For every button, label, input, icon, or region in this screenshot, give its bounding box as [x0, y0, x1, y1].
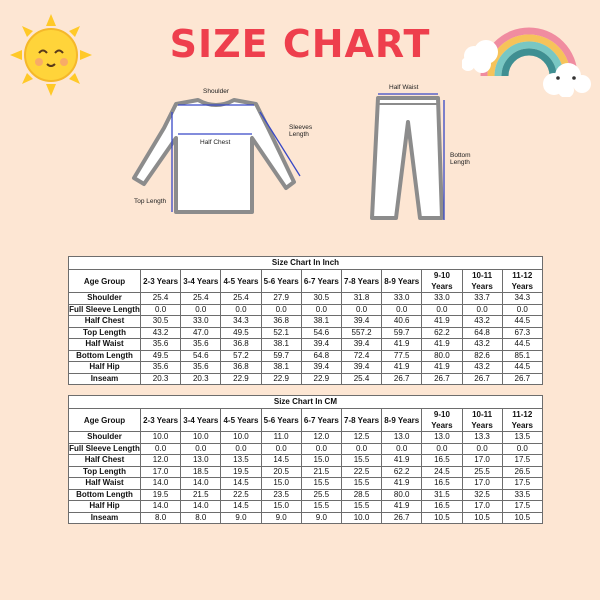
- table-caption-row: [69, 396, 543, 409]
- table-cell: 0.0: [221, 443, 261, 455]
- table-cell: 44.5: [502, 339, 542, 351]
- column-header: 10-11 Years: [462, 409, 502, 432]
- table-cell: 52.1: [261, 327, 301, 339]
- table-row: [69, 339, 543, 351]
- table-cell: 25.4: [341, 373, 381, 385]
- row-label: Shoulder: [69, 432, 141, 444]
- column-header: 8-9 Years: [382, 270, 422, 293]
- table-cell: 39.4: [301, 339, 341, 351]
- table-cell: 9.0: [221, 512, 261, 524]
- table-cell: 38.1: [261, 339, 301, 351]
- table-cell: 15.5: [301, 478, 341, 490]
- table-cell: 12.0: [301, 432, 341, 444]
- table-cell: 17.0: [462, 455, 502, 467]
- table-cell: 39.4: [341, 362, 381, 374]
- table-cell: 33.5: [502, 489, 542, 501]
- table-cell: 62.2: [382, 466, 422, 478]
- table-cell: 26.5: [502, 466, 542, 478]
- table-cell: 41.9: [382, 501, 422, 513]
- size-chart-cm-body: [69, 396, 543, 524]
- sleeves-length-label: Sleeves Length: [289, 124, 313, 138]
- table-cell: 25.5: [301, 489, 341, 501]
- table-cell: 25.4: [181, 293, 221, 305]
- table-cell: 38.1: [261, 362, 301, 374]
- table-cell: 0.0: [341, 304, 381, 316]
- table-cell: 9.0: [301, 512, 341, 524]
- table-cell: 0.0: [141, 443, 181, 455]
- table-cell: 72.4: [341, 350, 381, 362]
- table-row: [69, 512, 543, 524]
- column-header: 6-7 Years: [301, 409, 341, 432]
- table-cell: 17.5: [502, 455, 542, 467]
- table-cell: 0.0: [341, 443, 381, 455]
- table-cell: 41.9: [422, 339, 462, 351]
- table-cell: 35.6: [181, 362, 221, 374]
- row-label: Bottom Length: [69, 350, 141, 362]
- table-cell: 8.0: [141, 512, 181, 524]
- table-cell: 33.0: [422, 293, 462, 305]
- table-cell: 0.0: [221, 304, 261, 316]
- top-length-label: Top Length: [134, 198, 167, 205]
- row-label: Top Length: [69, 466, 141, 478]
- table-cell: 31.5: [422, 489, 462, 501]
- table-cell: 13.0: [422, 432, 462, 444]
- page-title: SIZE CHART: [169, 22, 431, 66]
- table-cell: 15.0: [261, 501, 301, 513]
- row-label: Inseam: [69, 512, 141, 524]
- table-cell: 41.9: [422, 362, 462, 374]
- table-cell: 14.0: [181, 478, 221, 490]
- table-cell: 13.3: [462, 432, 502, 444]
- table-cell: 21.5: [181, 489, 221, 501]
- table-caption-row: [69, 257, 543, 270]
- table-cell: 0.0: [141, 304, 181, 316]
- table-cell: 26.7: [422, 373, 462, 385]
- table-cell: 10.0: [141, 432, 181, 444]
- table-cell: 25.4: [141, 293, 181, 305]
- table-cell: 9.0: [261, 512, 301, 524]
- row-label: Bottom Length: [69, 489, 141, 501]
- row-label: Inseam: [69, 373, 141, 385]
- table-cell: 8.0: [181, 512, 221, 524]
- table-cell: 0.0: [261, 304, 301, 316]
- table-row: [69, 443, 543, 455]
- half-chest-label: Half Chest: [200, 139, 231, 146]
- table-cell: 0.0: [181, 304, 221, 316]
- table-cell: 43.2: [462, 316, 502, 328]
- table-cell: 22.9: [301, 373, 341, 385]
- size-chart-cm-table: [68, 395, 543, 524]
- column-header: 10-11 Years: [462, 270, 502, 293]
- table-cell: 34.3: [502, 293, 542, 305]
- row-label: Full Sleeve Length: [69, 443, 140, 453]
- table-cell: 10.0: [181, 432, 221, 444]
- table-row: [69, 478, 543, 490]
- table-cell: 49.5: [221, 327, 261, 339]
- table-cell: 0.0: [382, 443, 422, 455]
- table-cell: 41.9: [382, 478, 422, 490]
- table-cell: 24.5: [422, 466, 462, 478]
- column-header: 5-6 Years: [261, 409, 301, 432]
- table-cell: 15.0: [301, 455, 341, 467]
- table-cell: 22.5: [221, 489, 261, 501]
- table-cell: 13.0: [181, 455, 221, 467]
- table-cell: 28.5: [341, 489, 381, 501]
- table-cell: 14.5: [221, 478, 261, 490]
- table-cell: 26.7: [382, 373, 422, 385]
- table-cell: 36.8: [261, 316, 301, 328]
- table-cell: 33.0: [382, 293, 422, 305]
- table-cell: 11.0: [261, 432, 301, 444]
- table-cell: 16.5: [422, 478, 462, 490]
- table-cell: 13.5: [221, 455, 261, 467]
- table-cell: 10.5: [462, 512, 502, 524]
- table-cell: 54.6: [301, 327, 341, 339]
- table-row: [69, 350, 543, 362]
- table-cell: 36.8: [221, 362, 261, 374]
- column-header: 8-9 Years: [382, 409, 422, 432]
- table-cell: 43.2: [141, 327, 181, 339]
- table-cell: 80.0: [422, 350, 462, 362]
- row-label: Top Length: [69, 327, 141, 339]
- table-cell: 0.0: [462, 443, 502, 455]
- size-chart-inch-table: [68, 256, 543, 385]
- table-cell: 15.5: [301, 501, 341, 513]
- table-cell: 0.0: [382, 304, 422, 316]
- row-label: Half Hip: [69, 501, 141, 513]
- table-cell: 49.5: [141, 350, 181, 362]
- table-cell: 41.9: [422, 316, 462, 328]
- table-cell: 41.9: [382, 455, 422, 467]
- table-row: [69, 316, 543, 328]
- column-header: 2-3 Years: [141, 409, 181, 432]
- pants-outline: [372, 98, 442, 218]
- table-cell: 41.9: [382, 362, 422, 374]
- table-cell: 64.8: [301, 350, 341, 362]
- table-cell: 10.5: [502, 512, 542, 524]
- table-cell: 77.5: [382, 350, 422, 362]
- table-cell: 17.0: [462, 478, 502, 490]
- table-caption: Size Chart In CM: [69, 396, 543, 409]
- row-label: Half Chest: [69, 316, 141, 328]
- table-cell: 26.7: [502, 373, 542, 385]
- table-cell: 25.4: [221, 293, 261, 305]
- table-cell: 0.0: [261, 443, 301, 455]
- table-cell: 44.5: [502, 362, 542, 374]
- table-cell: 64.8: [462, 327, 502, 339]
- table-cell: 21.5: [301, 466, 341, 478]
- table-cell: 17.5: [502, 478, 542, 490]
- table-cell: 15.5: [341, 478, 381, 490]
- table-row: [69, 373, 543, 385]
- garment-diagram: [0, 0, 600, 240]
- table-cell: 20.3: [181, 373, 221, 385]
- table-header-row: [69, 409, 543, 432]
- column-header: 6-7 Years: [301, 270, 341, 293]
- table-cell: 12.5: [341, 432, 381, 444]
- table-row: [69, 293, 543, 305]
- table-cell: 16.5: [422, 455, 462, 467]
- column-header: 3-4 Years: [181, 270, 221, 293]
- row-label: Half Chest: [69, 455, 141, 467]
- table-header-row: [69, 270, 543, 293]
- table-cell: 33.0: [181, 316, 221, 328]
- row-label: Half Waist: [69, 339, 141, 351]
- table-cell: 34.3: [221, 316, 261, 328]
- table-cell: 22.9: [261, 373, 301, 385]
- table-cell: 0.0: [502, 304, 542, 316]
- column-header: 7-8 Years: [341, 270, 381, 293]
- table-cell: 17.0: [462, 501, 502, 513]
- column-header: 4-5 Years: [221, 409, 261, 432]
- table-cell: 0.0: [301, 304, 341, 316]
- table-cell: 59.7: [382, 327, 422, 339]
- half-waist-label: Half Waist: [389, 84, 419, 91]
- table-cell: 85.1: [502, 350, 542, 362]
- table-cell: 19.5: [141, 489, 181, 501]
- table-cell: 82.6: [462, 350, 502, 362]
- shoulder-label: Shoulder: [203, 88, 230, 95]
- column-header: 11-12 Years: [502, 270, 542, 293]
- column-header: 9-10 Years: [422, 270, 462, 293]
- table-cell: 30.5: [301, 293, 341, 305]
- table-cell: 33.7: [462, 293, 502, 305]
- table-cell: 14.5: [261, 455, 301, 467]
- table-cell: 31.8: [341, 293, 381, 305]
- table-cell: 10.0: [341, 512, 381, 524]
- table-cell: 20.5: [261, 466, 301, 478]
- table-cell: 59.7: [261, 350, 301, 362]
- table-row: [69, 489, 543, 501]
- table-cell: 22.9: [221, 373, 261, 385]
- table-cell: 0.0: [181, 443, 221, 455]
- table-cell: 25.5: [462, 466, 502, 478]
- table-row: [69, 362, 543, 374]
- table-cell: 39.4: [341, 316, 381, 328]
- age-group-header: Age Group: [69, 409, 141, 432]
- shirt-outline: [134, 100, 294, 212]
- column-header: 7-8 Years: [341, 409, 381, 432]
- table-row: [69, 327, 543, 339]
- column-header: 11-12 Years: [502, 409, 542, 432]
- table-cell: 32.5: [462, 489, 502, 501]
- table-cell: 27.9: [261, 293, 301, 305]
- table-cell: 19.5: [221, 466, 261, 478]
- table-cell: 15.5: [341, 455, 381, 467]
- table-cell: 26.7: [382, 512, 422, 524]
- table-cell: 14.5: [221, 501, 261, 513]
- row-label: Full Sleeve Length: [69, 304, 140, 314]
- table-cell: 14.0: [141, 501, 181, 513]
- table-cell: 35.6: [141, 362, 181, 374]
- table-cell: 36.8: [221, 339, 261, 351]
- table-row: [69, 432, 543, 444]
- table-cell: 62.2: [422, 327, 462, 339]
- table-cell: 23.5: [261, 489, 301, 501]
- table-cell: 40.6: [382, 316, 422, 328]
- row-label: Shoulder: [69, 293, 141, 305]
- column-header: 3-4 Years: [181, 409, 221, 432]
- table-cell: 22.5: [341, 466, 381, 478]
- column-header: 5-6 Years: [261, 270, 301, 293]
- table-cell: 41.9: [382, 339, 422, 351]
- table-cell: 57.2: [221, 350, 261, 362]
- table-cell: 39.4: [341, 339, 381, 351]
- table-cell: 18.5: [181, 466, 221, 478]
- table-cell: 15.0: [261, 478, 301, 490]
- table-cell: 80.0: [382, 489, 422, 501]
- table-cell: 13.5: [502, 432, 542, 444]
- table-cell: 13.0: [382, 432, 422, 444]
- table-cell: 0.0: [422, 443, 462, 455]
- column-header: 9-10 Years: [422, 409, 462, 432]
- table-cell: 0.0: [502, 443, 542, 455]
- table-cell: 17.5: [502, 501, 542, 513]
- row-label: Half Hip: [69, 362, 141, 374]
- table-cell: 38.1: [301, 316, 341, 328]
- table-row: [69, 304, 543, 316]
- table-cell: 0.0: [301, 443, 341, 455]
- table-cell: 17.0: [141, 466, 181, 478]
- table-cell: 10.5: [422, 512, 462, 524]
- table-cell: 35.6: [181, 339, 221, 351]
- table-row: [69, 466, 543, 478]
- column-header: 2-3 Years: [141, 270, 181, 293]
- table-cell: 39.4: [301, 362, 341, 374]
- table-cell: 16.5: [422, 501, 462, 513]
- table-caption: Size Chart In Inch: [69, 257, 543, 270]
- table-cell: 15.5: [341, 501, 381, 513]
- table-cell: 43.2: [462, 362, 502, 374]
- table-cell: 67.3: [502, 327, 542, 339]
- table-cell: 26.7: [462, 373, 502, 385]
- table-cell: 12.0: [141, 455, 181, 467]
- table-cell: 35.6: [141, 339, 181, 351]
- age-group-header: Age Group: [69, 270, 141, 293]
- column-header: 4-5 Years: [221, 270, 261, 293]
- table-cell: 20.3: [141, 373, 181, 385]
- table-cell: 44.5: [502, 316, 542, 328]
- table-cell: 0.0: [422, 304, 462, 316]
- table-cell: 43.2: [462, 339, 502, 351]
- table-cell: 54.6: [181, 350, 221, 362]
- table-cell: 14.0: [181, 501, 221, 513]
- table-cell: 14.0: [141, 478, 181, 490]
- table-cell: 47.0: [181, 327, 221, 339]
- table-cell: 10.0: [221, 432, 261, 444]
- table-row: [69, 455, 543, 467]
- row-label: Half Waist: [69, 478, 141, 490]
- table-cell: 30.5: [141, 316, 181, 328]
- table-cell: 557.2: [341, 327, 381, 339]
- table-row: [69, 501, 543, 513]
- table-cell: 0.0: [462, 304, 502, 316]
- bottom-length-label: Bottom Length: [450, 152, 471, 166]
- size-chart-inch-body: [69, 257, 543, 385]
